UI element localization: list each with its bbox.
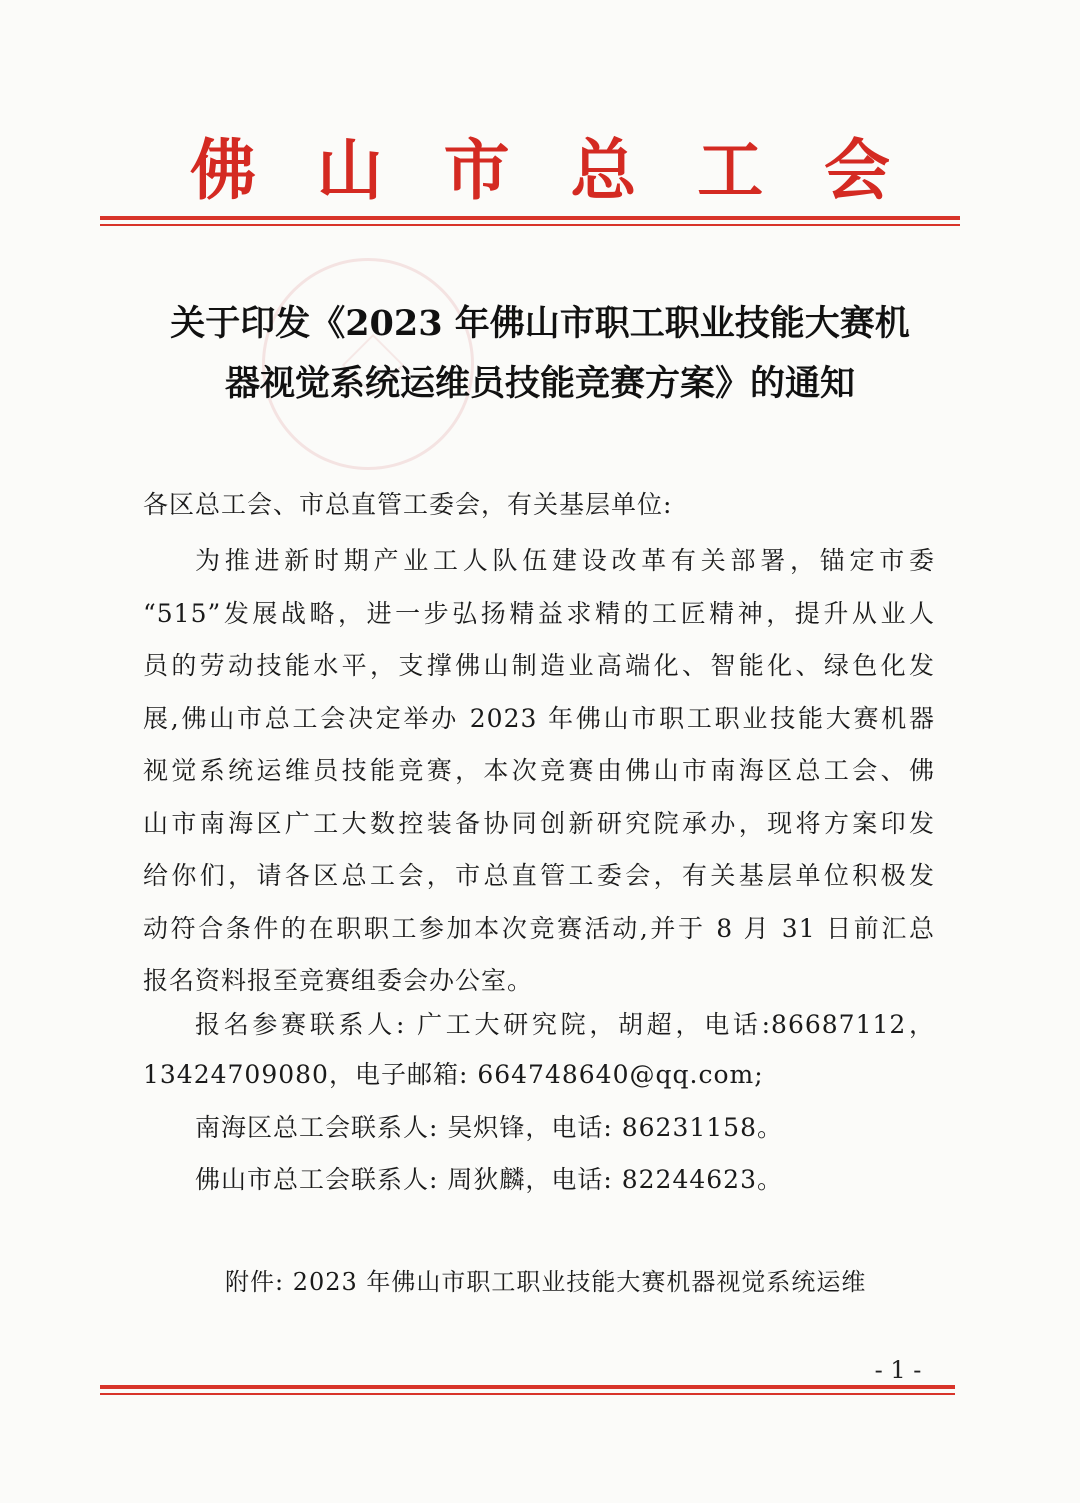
body-line: 展,佛山市总工会决定举办 2023 年佛山市职工职业技能大赛机器 bbox=[143, 703, 935, 733]
org-char: 总 bbox=[570, 131, 637, 209]
body-line: 为推进新时期产业工人队伍建设改革有关部署，锚定市委 bbox=[195, 546, 935, 575]
body-line: 员的劳动技能水平，支撑佛山制造业高端化、智能化、绿色化发 bbox=[143, 651, 935, 680]
body-line: 动符合条件的在职职工参加本次竞赛活动,并于 8 月 31 日前汇总 bbox=[143, 913, 935, 943]
registration-contact-line-1: 报名参赛联系人: 广工大研究院，胡超，电话:86687112， bbox=[195, 1010, 935, 1039]
organization-header bbox=[190, 130, 890, 210]
body-line: 山市南海区广工大数控装备协同创新研究院承办，现将方案印发 bbox=[143, 808, 935, 838]
attachment-note: 附件: 2023 年佛山市职工职业技能大赛机器视觉系统运维 bbox=[225, 1268, 867, 1296]
org-char: 会 bbox=[823, 131, 890, 209]
org-char: 佛 bbox=[190, 131, 256, 209]
body-paragraph bbox=[143, 535, 935, 1008]
body-line: 报名资料报至竞赛组委会办公室。 bbox=[143, 966, 534, 995]
salutation: 各区总工会、市总直管工委会，有关基层单位: bbox=[143, 490, 673, 519]
body-line: 视觉系统运维员技能竞赛，本次竞赛由佛山市南海区总工会、佛 bbox=[143, 756, 935, 785]
document-title bbox=[140, 294, 940, 414]
header-divider-thin bbox=[100, 224, 960, 226]
title-line-2: 器视觉系统运维员技能竞赛方案》的通知 bbox=[224, 363, 855, 404]
nanhai-contact: 南海区总工会联系人: 吴炽锋，电话: 86231158。 bbox=[195, 1113, 783, 1142]
body-line: 给你们，请各区总工会，市总直管工委会，有关基层单位积极发 bbox=[143, 861, 935, 890]
footer-divider-thin bbox=[100, 1393, 955, 1395]
registration-contact-line-2: 13424709080，电子邮箱: 664748640@qq.com; bbox=[143, 1060, 764, 1089]
page-number: - 1 - bbox=[874, 1356, 922, 1384]
body-line: “515”发展战略，进一步弘扬精益求精的工匠精神，提升从业人 bbox=[143, 598, 935, 628]
org-char: 工 bbox=[697, 131, 764, 209]
title-line-1: 关于印发《2023 年佛山市职工职业技能大赛机 bbox=[170, 303, 910, 344]
header-divider-thick bbox=[100, 216, 960, 220]
org-char: 山 bbox=[316, 131, 383, 209]
foshan-contact: 佛山市总工会联系人: 周狄麟，电话: 82244623。 bbox=[195, 1165, 783, 1194]
org-char: 市 bbox=[443, 131, 510, 209]
footer-divider-thick bbox=[100, 1385, 955, 1389]
